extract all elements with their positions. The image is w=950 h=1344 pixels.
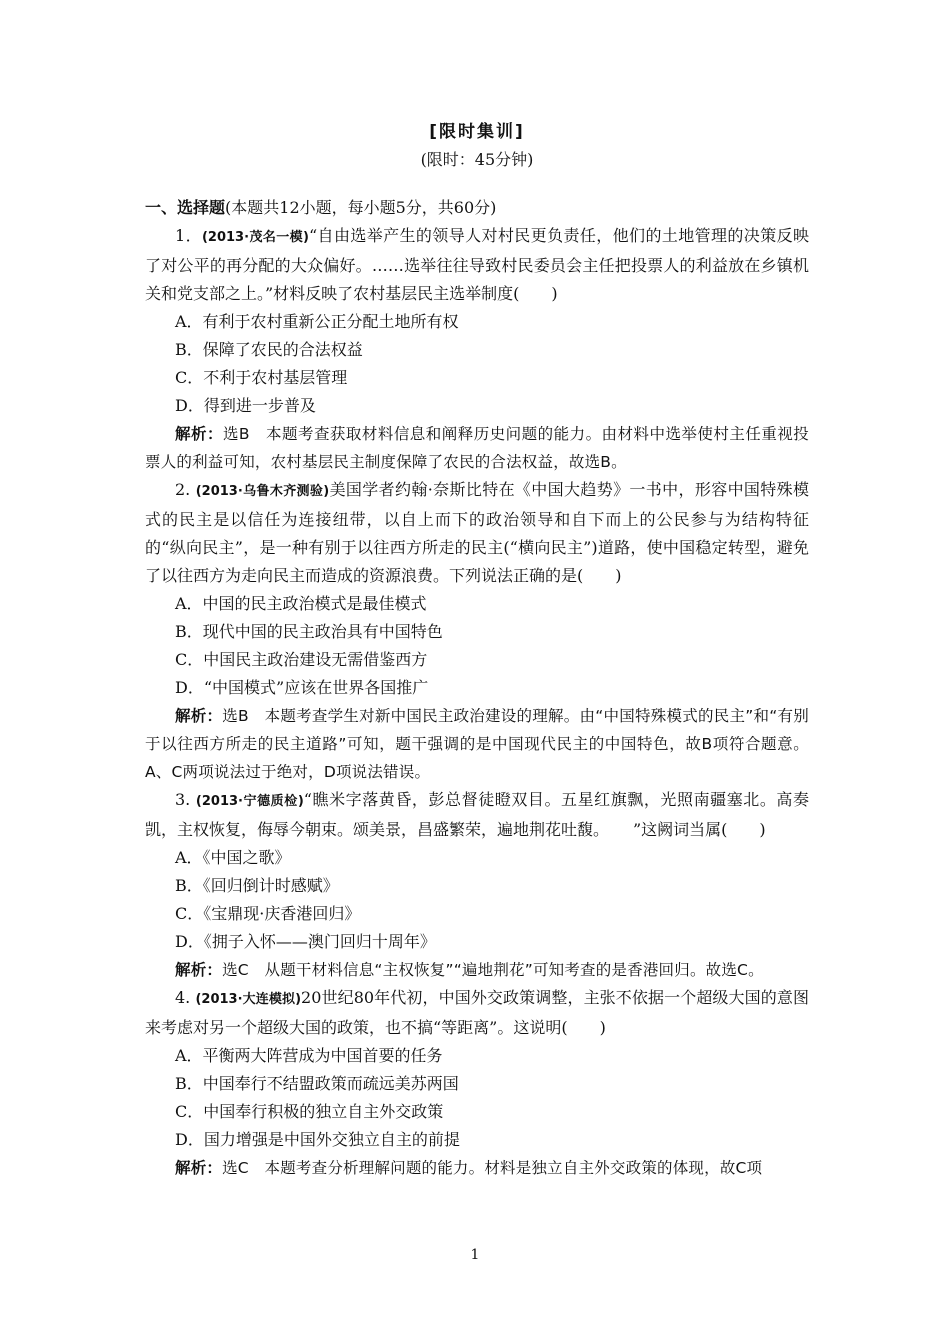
answer-label: 解析： [175, 425, 223, 443]
question-source: (2013·乌鲁木齐测验) [195, 484, 330, 499]
option-b: B．《回归倒计时感赋》 [175, 876, 339, 895]
section-heading [145, 194, 809, 222]
option-d: D．“中国模式”应该在世界各国推广 [175, 678, 429, 697]
answer-text: 选B 本题考查学生对新中国民主政治建设的理解。由“中国特殊模式的民主”和“有别于以往西方所走的民主道路”可知，题干强调的是中国现代民主的中国特色，故B项符合题意。A、C两项说法过于绝对，D项说法错误。 [145, 707, 809, 781]
question-4 [145, 984, 809, 1182]
page-number: 1 [470, 1247, 480, 1263]
option-a: A．平衡两大阵营成为中国首要的任务 [175, 1046, 443, 1065]
option-c: C．中国奉行积极的独立自主外交政策 [175, 1102, 444, 1121]
answer-explanation [145, 702, 809, 786]
document-page [145, 118, 809, 1182]
option-d: D．国力增强是中国外交独立自主的前提 [175, 1130, 460, 1149]
option-b: B．保障了农民的合法权益 [175, 340, 363, 359]
option-d: D．《拥子入怀——澳门回归十周年》 [175, 932, 436, 951]
question-text: 20世纪80年代初，中国外交政策调整，主张不依据一个超级大国的意图来考虑对另一个超级大国的政策，也不搞“等距离”。这说明( ) [145, 988, 809, 1037]
question-text: “自由选举产生的领导人对村民更负责任，他们的土地管理的决策反映了对公平的再分配的大众偏好。……选举往往导致村民委员会主任把投票人的利益放在乡镇机关和党支部之上。”材料反映了农村基层民主选举制度( ) [145, 226, 809, 303]
question-stem [145, 222, 809, 308]
time-limit: (限时：45分钟) [420, 150, 534, 169]
question-3 [145, 786, 809, 984]
option-c: C．中国民主政治建设无需借鉴西方 [175, 650, 428, 669]
question-text: 美国学者约翰·奈斯比特在《中国大趋势》一书中，形容中国特殊模式的民主是以信任为连接纽带，以自上而下的政治领导和自下而上的公民参与为结构特征的“纵向民主”，是一种有别于以往西方所走的民主(“横向民主”)道路，使中国稳定转型，避免了以往西方为走向民主而造成的资源浪费。下列说法正确的是( ) [145, 480, 809, 585]
option-c: C．不利于农村基层管理 [175, 368, 348, 387]
answer-explanation [145, 956, 809, 984]
answer-text: 选C 从题干材料信息“主权恢复”“遍地荆花”可知考查的是香港回归。故选C。 [222, 961, 764, 979]
question-source: (2013·大连模拟) [195, 992, 302, 1007]
option-d: D．得到进一步普及 [175, 396, 316, 415]
answer-explanation [145, 420, 809, 476]
answer-label: 解析： [175, 961, 223, 979]
answer-label: 解析： [175, 1159, 223, 1177]
question-number: 2. [175, 480, 196, 499]
option-b: B．现代中国的民主政治具有中国特色 [175, 622, 443, 641]
page-title: [限时集训] [429, 122, 525, 142]
section-note: (本题共12小题，每小题5分，共60分) [225, 198, 497, 217]
question-number: 1． [175, 226, 202, 245]
question-source: (2013·宁德质检) [195, 794, 304, 809]
option-a: A．中国的民主政治模式是最佳模式 [175, 594, 427, 613]
option-c: C．《宝鼎现·庆香港回归》 [175, 904, 361, 923]
answer-explanation [145, 1154, 809, 1182]
question-stem [145, 984, 809, 1042]
section-title: 一、选择题 [145, 198, 226, 217]
answer-text: 选B 本题考查获取材料信息和阐释历史问题的能力。由材料中选举使村主任重视投票人的利益可知，农村基层民主制度保障了农民的合法权益，故选B。 [145, 425, 809, 471]
question-text: “瞧米字落黄昏，彭总督徒瞪双目。五星红旗飘，光照南疆塞北。高奏凯，主权恢复，侮辱今朝束。颂美景，昌盛繁荣，遍地荆花吐馥。 ”这阙词当属( ) [145, 790, 809, 839]
question-2 [145, 476, 809, 786]
question-number: 3. [175, 790, 196, 809]
question-1 [145, 222, 809, 476]
option-b: B．中国奉行不结盟政策而疏远美苏两国 [175, 1074, 459, 1093]
question-number: 4. [175, 988, 196, 1007]
question-stem [145, 476, 809, 590]
answer-label: 解析： [175, 707, 223, 725]
question-stem [145, 786, 809, 844]
option-a: A．有利于农村重新公正分配土地所有权 [175, 312, 459, 331]
question-source: (2013·茂名一模) [201, 230, 309, 245]
answer-text: 选C 本题考查分析理解问题的能力。材料是独立自主外交政策的体现，故C项 [222, 1159, 763, 1177]
option-a: A．《中国之歌》 [175, 848, 291, 867]
